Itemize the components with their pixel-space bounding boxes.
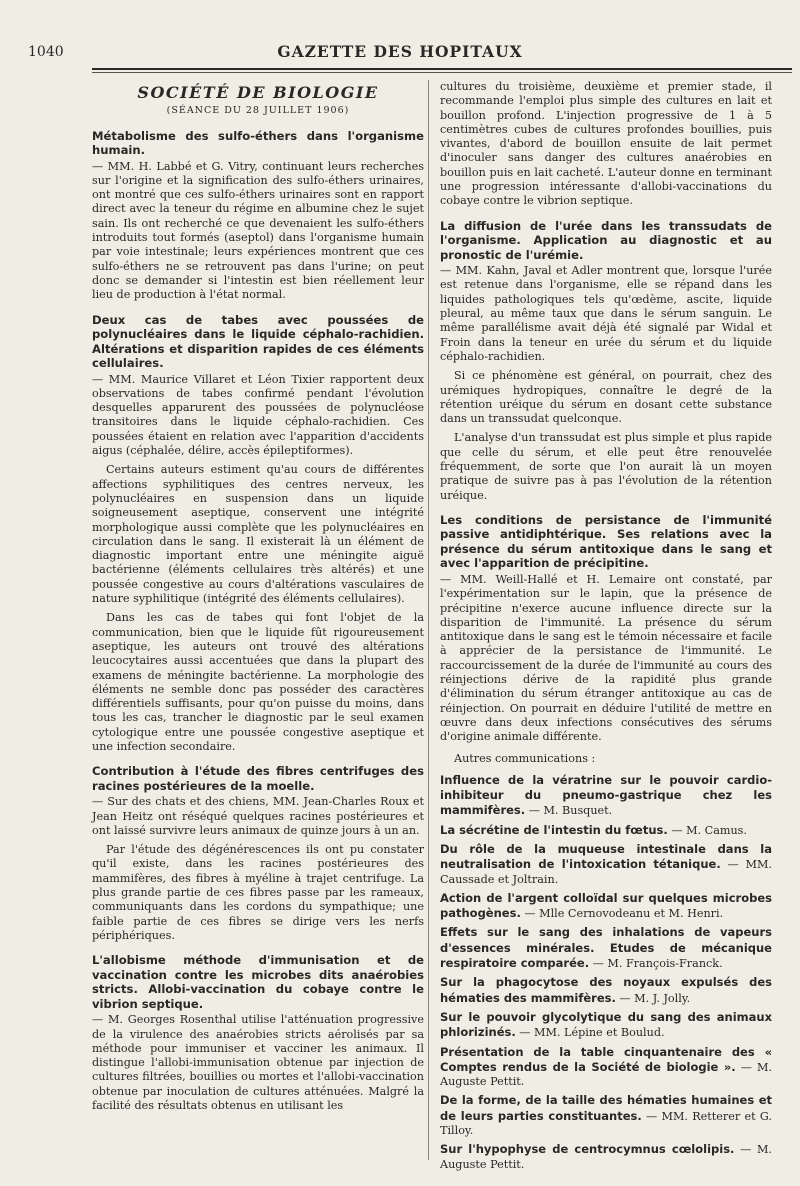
article-title: L'allobisme méthode d'immunisation et de vaccination contre les microbes dits anaérobies stricts. Allobi-vaccination du cobaye contre le vibrion septique. <box>92 953 424 1011</box>
communication-title: De la forme, de la taille des hématies humaines et de leurs parties constituantes. <box>440 1093 772 1123</box>
communication-item <box>440 925 772 971</box>
communication-title: Sur l'hypophyse de centrocymnus cœlolipis. <box>440 1142 735 1157</box>
article-text: Dans les cas de tabes qui font l'objet de la communication, bien que le liquide fût rigoureusement aseptique, les auteurs ont trouvé des altérations leucocytaires aussi accentuées que dans la plupart des examens de méningite bactérienne. La morphologie des éléments ne semble donc pas posséder des caractères différentiels suffisants, pour qu'on puisse du moins, dans tous les cas, trancher le diagnostic par le seul examen cytologique entre une poussée congestive aseptique et une infection secondaire. <box>92 611 424 753</box>
communication-title: Présentation de la table cinquantenaire des « Comptes rendus de la Société de biologie ». <box>440 1044 772 1074</box>
communication-item <box>440 1045 772 1090</box>
header-rule <box>92 68 792 70</box>
communication-title: Action de l'argent colloïdal sur quelques microbes pathogènes. <box>440 890 772 921</box>
communication-item <box>440 1142 772 1172</box>
article-text: — MM. Weill-Hallé et H. Lemaire ont constaté, par l'expérimentation sur le lapin, que la présence de précipitine n'exerce aucune influence directe sur la disparition de l'immunité. La présence du sérum antitoxique dans le sang est le témoin nécessaire et facile à apprécier de la persistance de l'immunité. Le raccourcissement de la durée de l'immunité au cours des réinjections dérive de la rapidité plus grande d'élimination du sérum étranger antitoxique au cas de réinjection. On pourrait en déduire l'utilité de mettre en œuvre dans deux infections consécutives des sérums d'origine animale différente. <box>440 572 772 744</box>
article-text: Certains auteurs estiment qu'au cours de différentes affections syphilitiques des centres nerveux, les polynucléaires en suspension dans un liquide soigneusement aseptique, conservent une intégrité morphologique aussi complète que les polynucléaires en circulation dans le sang. Il existerait là un élément de diagnostic important entre une méningite aiguë bactérienne (éléments cellulaires très altérés) et une poussée congestive au cours d'altérations vasculaires de nature syphilitique (intégrité des éléments cellulaires). <box>92 463 424 606</box>
communication-item <box>440 975 772 1006</box>
communication-item <box>440 1093 772 1138</box>
left-column <box>92 80 424 1118</box>
communication-item <box>440 842 772 887</box>
communication-title: Influence de la vératrine sur le pouvoir cardio-inhibiteur du pneumo-gastrique chez les mammifères. <box>440 772 772 818</box>
column-divider <box>428 80 429 1160</box>
communication-authors: — M. J. Jolly. <box>619 991 691 1005</box>
section-title: SOCIÉTÉ DE BIOLOGIE <box>137 83 379 102</box>
communication-authors: — MM. Retterer et G. Tilloy. <box>440 1109 772 1138</box>
article-title: Métabolisme des sulfo-éthers dans l'organisme humain. <box>92 128 424 158</box>
communication-authors: — M. Busquet. <box>528 804 613 818</box>
communication-authors: — Mlle Cernovodeanu et M. Henri. <box>524 907 724 921</box>
article-text: cultures du troisième, deuxième et premier stade, il recommande l'emploi plus simple des cultures en lait et bouillon profond. L'injection progressive de 1 à 5 centimètres cubes de cultures profondes bouillies, puis vivantes, d'abord de bouillon ensuite de lait permet d'inoculer sans danger des cultures anaérobies en bouillon puis en lait cacheté. L'auteur donne en terminant une progression intéressante d'allobi-vaccinations du cobaye contre le vibrion septique. <box>440 80 772 208</box>
communication-item <box>440 823 772 838</box>
communication-title: Sur la phagocytose des noyaux expulsés des hématies des mammifères. <box>440 975 772 1005</box>
article-text: — MM. Kahn, Javal et Adler montrent que, lorsque l'urée est retenue dans l'organisme, elle se répand dans les liquides pathologiques tels qu'œdème, ascite, liquide pleural, au même taux que dans le sérum sanguin. Le même parallélisme avait déjà été signalé par Widal et Froin dans la teneur en urée du sérum et du liquide céphalo-rachidien. <box>440 264 772 363</box>
communication-item <box>440 891 772 922</box>
page-header <box>0 0 800 70</box>
communication-authors: — M. François-Franck. <box>592 957 723 971</box>
article-text: L'analyse d'un transsudat est plus simple et plus rapide que celle du sérum, et elle peut être renouvelée fréquemment, de sorte que l'on aurait là un moyen pratique de suivre pas à pas l'évolution de la rétention uréique. <box>440 431 772 502</box>
running-head: GAZETTE DES HOPITAUX <box>277 42 523 61</box>
article-text: Par l'étude des dégénérescences ils ont pu constater qu'il existe, dans les racines postérieures des mammifères, des fibres à myéline à trajet centrifuge. La plus grande partie de ces fibres passe par les rameaux, communiquants dans les cordons du sympathique; une faible partie de ces fibres se dirige vers les nerfs périphériques. <box>92 843 424 942</box>
article-text: — M. Georges Rosenthal utilise l'atténuation progressive de la virulence des anaérobies stricts aérolisés par sa méthode pour immuniser et vacciner les animaux. Il distingue l'allobi-immunisation obtenue par injection de cultures filtrées, bouillies ou mortes et l'allobi-vaccination obtenue par inoculation de cultures atténuées. Malgré la facilité des résultats obtenus en utilisant les <box>92 1013 424 1113</box>
article-text: — MM. Maurice Villaret et Léon Tixier rapportent deux observations de tabes confirmé pendant l'évolution desquelles apparurent des poussées de polynucléose transitoires dans le liquide céphalo-rachidien. Ces poussées étaient en relation avec l'apparition d'accidents aigus (céphalée, délire, accès épileptiformes). <box>92 372 424 458</box>
communication-title: Du rôle de la muqueuse intestinale dans la neutralisation de l'intoxication tétanique. <box>440 841 772 872</box>
communication-title: Sur le pouvoir glycolytique du sang des animaux phlorizinés. <box>440 1009 772 1040</box>
communication-authors: — MM. Caussade et Joltrain. <box>440 858 772 886</box>
right-column <box>440 80 772 1176</box>
section-session: (SÉANCE DU 28 JUILLET 1906) <box>166 105 350 117</box>
communication-authors: — M. Camus. <box>671 823 747 837</box>
article-title: Les conditions de persistance de l'immunité passive antidiphtérique. Ses relations avec la présence du sérum antitoxique dans le sang et avec l'apparition de précipitine. <box>440 512 772 571</box>
communication-title: La sécrétine de l'intestin du fœtus. <box>440 822 668 837</box>
article-title: Contribution à l'étude des fibres centrifuges des racines postérieures de la moelle. <box>92 764 424 793</box>
communication-item <box>440 773 772 819</box>
page-number: 1040 <box>28 44 64 60</box>
article-text: — MM. H. Labbé et G. Vitry, continuant leurs recherches sur l'origine et la signification des sulfo-éthers urinaires, ont montré que ces sulfo-éthers urinaires sont en rapport direct avec la teneur du régime en albumine chez le sujet sain. Ils ont recherché ce que devenaient les sulfo-éthers introduits tout formés (aseptol) dans l'organisme humain par voie intestinale; leurs expériences montrent que ces sulfo-éthers ne se retrouvent pas dans l'urine; on peut donc se demander si l'intestin est bien réellement leur lieu de production à l'état normal. <box>92 159 424 302</box>
other-communications-label: Autres communications : <box>454 752 596 766</box>
article-title: Deux cas de tabes avec poussées de polynucléaires dans le liquide céphalo-rachidien. Altérations et disparition rapides de ces éléments cellulaires. <box>92 312 424 371</box>
communication-authors: — M. Auguste Pettit. <box>440 1143 772 1171</box>
article-text: — Sur des chats et des chiens, MM. Jean-Charles Roux et Jean Heitz ont réséqué quelques racines postérieures et ont laissé survivre leurs animaux de quinze jours à un an. <box>92 795 424 837</box>
article-text: Si ce phénomène est général, on pourrait, chez des urémiques hydropiques, connaître le degré de la rétention uréique du sérum en dosant cette substance dans un transsudat quelconque. <box>440 369 772 426</box>
communication-item <box>440 1010 772 1041</box>
communication-title: Effets sur le sang des inhalations de vapeurs d'essences minérales. Etudes de mécanique respiratoire comparée. <box>440 925 772 971</box>
communication-authors: — M. Auguste Pettit. <box>440 1060 772 1089</box>
article-title: La diffusion de l'urée dans les transsudats de l'organisme. Application au diagnostic et au pronostic de l'urémie. <box>440 218 772 262</box>
header-rule-thin <box>92 72 792 73</box>
communication-authors: — MM. Lépine et Boulud. <box>519 1026 665 1040</box>
